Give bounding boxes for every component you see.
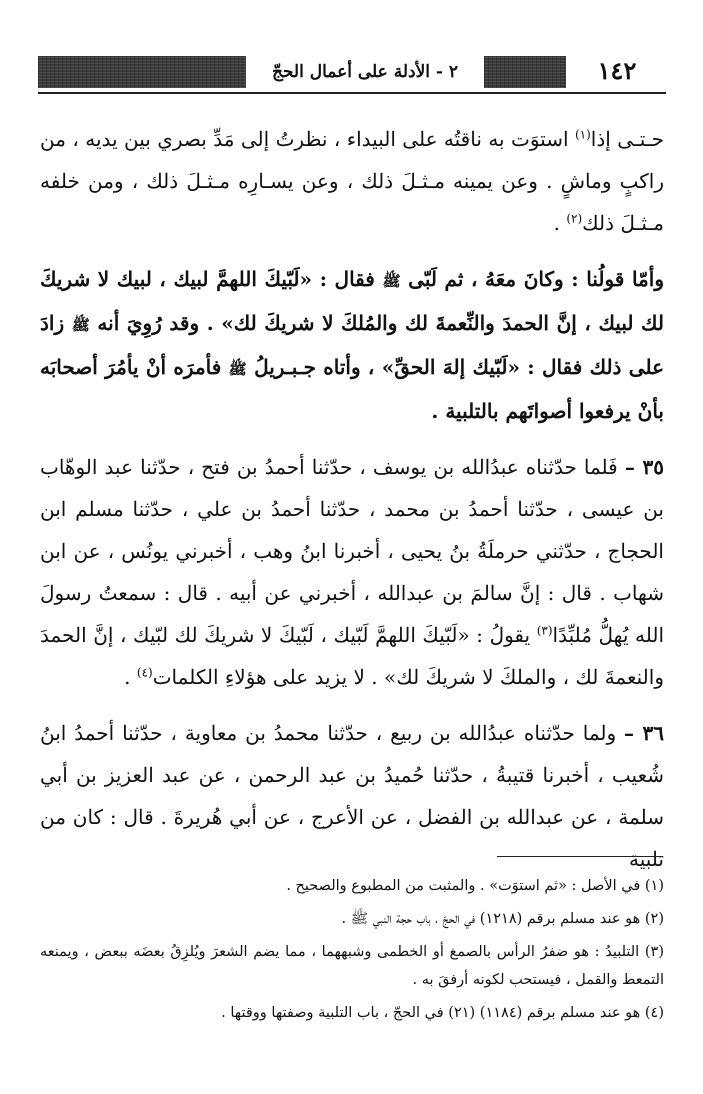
footnote-ref-4[interactable]: (٤) — [136, 665, 153, 680]
footnote-2: (٢) هو عند مسلم برقم (١٢١٨) في الحجّ ، باب حجة النبي ﷺ . — [341, 911, 664, 927]
text-run: فَلما حدّثناه عبدُالله بن يوسف ، حدّثنا أحمدُ بن فتح ، حدّثنا عبد الوهّاب بن عيسى ، حدّثنا أحمدُ بن محمد ، حدّثنا أحمدُ بن علي ، حدّثنا مسلم ابن الحجاج ، حدّثني حرملَةُ بنُ يحيى ، أخبرنا ابنُ وهب ، أخبرني يونُس ، عن ابن شهاب . قال : إنَّ سالمَ بن عبدالله ، أخبرني عن أبيه . قال : سمعتُ رسولَ الله يُهلُّ مُلبِّدًا — [40, 455, 664, 647]
paragraph-2 — [40, 258, 664, 432]
text-run: حـتـى إذا — [590, 127, 664, 151]
page-number: ١٤٢ — [597, 56, 637, 85]
text-run: وأمّا قولُنا : وكانَ معَهُ ، ثم لَبّى — [400, 267, 664, 291]
main-text — [40, 118, 664, 894]
text-run: . — [124, 665, 137, 689]
paragraph-1 — [40, 118, 664, 244]
footnote-3: (٣) التلبيدُ : هو ضفرُ الرأس بالصمغ أو الخطمى وشبههما ، مما يضم الشعرَ ويُلزِقُ بعضَه ببعض ، ويمنعه التمعط والقمل ، فيستحب لكونه أرفقَ به . — [40, 944, 664, 988]
header-shaded-bar-left — [38, 56, 246, 88]
salutation-glyph: ﷺ — [228, 360, 247, 378]
footnote-ref-3[interactable]: (٣) — [536, 623, 553, 638]
text-run: استوَت به ناقتُه على البيداء ، نظرتُ إلى مَدِّ بصري بين يديه ، من راكبٍ وماشٍ . وعن يمينه مـثـلَ ذلك ، وعن يسـارِه مـثـلَ ذلك ، ومن خلفه مـثـلَ ذلك — [40, 127, 664, 235]
paragraph-4 — [40, 712, 664, 880]
footnote-ref-2[interactable]: (٢) — [566, 211, 583, 226]
hadith-number-35: ٣٥ – — [624, 455, 664, 479]
hadith-number-36: ٣٦ – — [624, 721, 664, 745]
header-shaded-bar-right — [484, 56, 566, 88]
text-run: ولما حدّثناه عبدُالله بن ربيع ، حدّثنا محمدُ بن معاوية ، حدّثنا أحمدُ ابنُ شُعيب ، أخبرنا قتيبةُ ، حدّثنا حُميدُ بن عبد الرحمن ، عن عبد العزيز بن أبي سلمة ، عن عبدالله بن الفضل ، عن الأعرج ، عن أبي هُريرةَ . قال : كان من تلبية — [40, 721, 664, 871]
running-header — [38, 52, 666, 94]
text-run: زادَ على ذلك فقال : «لَبّيك إلهَ الحقِّ» ، وأتاه جـبـريلُ — [40, 311, 665, 379]
text-run: فقال : «لَبّيكَ اللهمَّ لبيك ، لبيك لا شريكَ لك لبيك ، إنَّ الحمدَ والنِّعمةَ لك والمُلكَ لا شريكَ لك» . وقد رُوِيَ أنه — [40, 267, 664, 335]
running-title: ٢ - الأدلة على أعمال الحجّ — [271, 62, 459, 82]
text-run: فأمرَه أنْ يأمُرَ أصحابَه بأنْ يرفعوا أصواتَهم بالتلبية . — [40, 355, 664, 423]
paragraph-3 — [40, 446, 664, 698]
footnote-4: (٤) هو عند مسلم برقم (١١٨٤) (٢١) في الحجّ ، باب التلبية وصفتها ووقتها . — [221, 1005, 664, 1021]
salutation-glyph: ﷺ — [71, 316, 90, 334]
text-run: يقولُ : «لَبّيكَ اللهمَّ لَبّيك ، لَبّيكَ لا شريكَ لك لبّيك ، إنَّ الحمدَ والنعمةَ لك ، والملكَ لا شريكَ لك» . لا يزيد على هؤلاءِ الكلمات — [40, 623, 664, 689]
text-run: . — [553, 211, 567, 235]
footnote-divider — [497, 856, 663, 857]
salutation-glyph: ﷺ — [382, 272, 401, 290]
footnotes — [40, 872, 664, 1032]
footnote-ref-1[interactable]: (١) — [574, 127, 591, 142]
footnote-1: (١) في الأصل : «ثم استوَت» . والمثبت من المطبوع والصحيح . — [286, 878, 664, 894]
